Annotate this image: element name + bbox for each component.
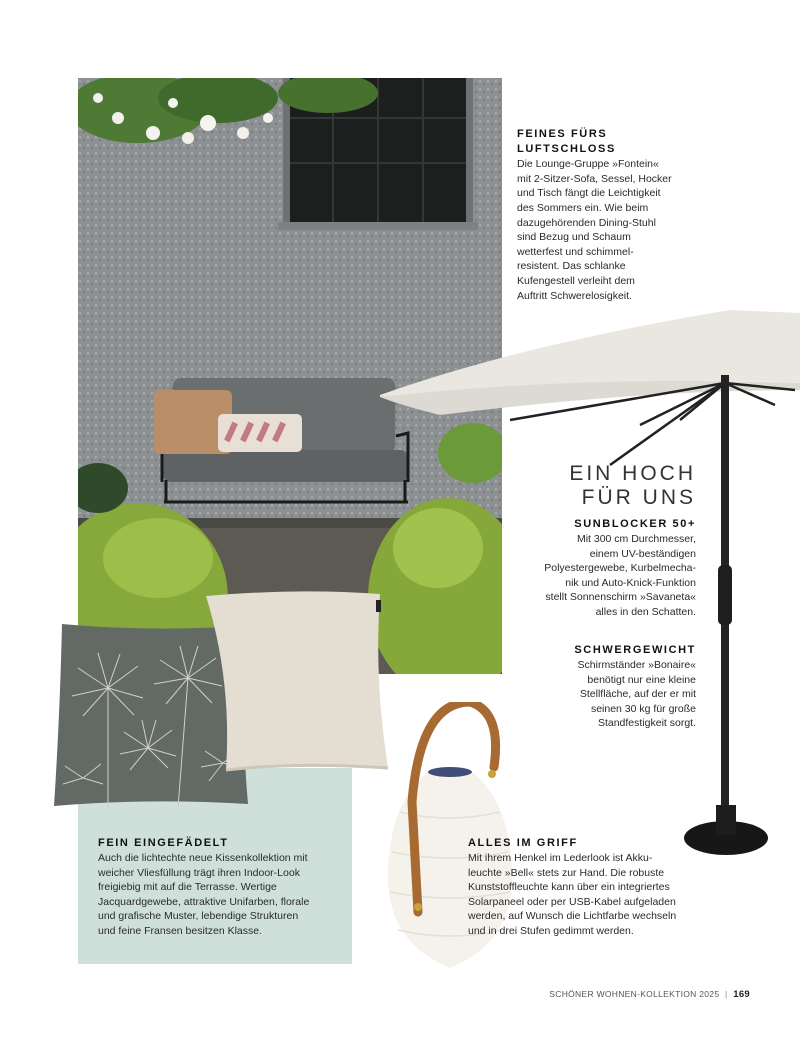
page-number: 169 (733, 989, 750, 1000)
luftschloss-text: Die Lounge-Gruppe »Fontein« mit 2-Sitzer-Sofa, Sessel, Hocker und Tisch fängt die Leichtigkeit des Sommers ein. Wie beim dazugehörenden Dining-Stuhl sind Bezug und Schaum wetterfest und schimmel- resistent. Das schlanke Kufengestell verleiht dem Auftritt Schwerelosigkeit. (517, 158, 672, 302)
cushion-plain-illustration (200, 588, 392, 774)
luftschloss-heading: FEINES FÜRS LUFTSCHLOSS (517, 128, 616, 155)
hero-title (520, 462, 696, 510)
schwergewicht-text: Schirmständer »Bonaire« benötigt nur eine kleine Stellfläche, auf der er mit seinen 30 kg für große Standfestigkeit sorgt. (577, 659, 696, 730)
section-griff (468, 836, 700, 939)
eingefaedelt-text: Auch die lichtechte neue Kissenkollektion mit weicher Vliesfüllung trägt ihren Indoor-Look freigiebig mit auf die Terrasse. Wertige Jacquardgewebe, attraktive Unifarben, florale und grafische Muster, lebendige Strukturen und feine Fransen besitzen Klasse. (98, 852, 310, 937)
section-schwergewicht (490, 643, 696, 731)
section-luftschloss (517, 127, 697, 303)
eingefaedelt-heading: FEIN EINGEFÄDELT (98, 837, 229, 849)
footer-publication: SCHÖNER WOHNEN-KOLLEKTION 2025 (549, 989, 720, 999)
hero-title-line1: EIN HOCH (569, 462, 696, 485)
section-eingefaedelt (98, 836, 348, 939)
cushion-plain (200, 588, 392, 774)
page-footer (540, 989, 750, 1000)
sunblocker-heading: SUNBLOCKER 50+ (574, 518, 696, 530)
sunblocker-text: Mit 300 cm Durchmesser, einem UV-beständigen Polyestergewebe, Kurbelmecha- nik und Auto-Knick-Funktion stellt Sonnenschirm »Savaneta« alles in den Schatten. (544, 533, 696, 618)
griff-heading: ALLES IM GRIFF (468, 837, 578, 849)
section-sunblocker (470, 517, 696, 620)
hero-title-line2: FÜR UNS (581, 486, 696, 509)
griff-text: Mit ihrem Henkel im Lederlook ist Akku- leuchte »Bell« stets zur Hand. Die robuste Kunststoffleuchte kann über ein integriertes Solarpaneel oder per USB-Kabel aufgeladen werden, auf Wunsch die Lichtfarbe wechseln und in drei Stufen gedimmt werden. (468, 852, 677, 937)
footer-separator: | (725, 989, 728, 999)
schwergewicht-heading: SCHWERGEWICHT (574, 644, 696, 656)
